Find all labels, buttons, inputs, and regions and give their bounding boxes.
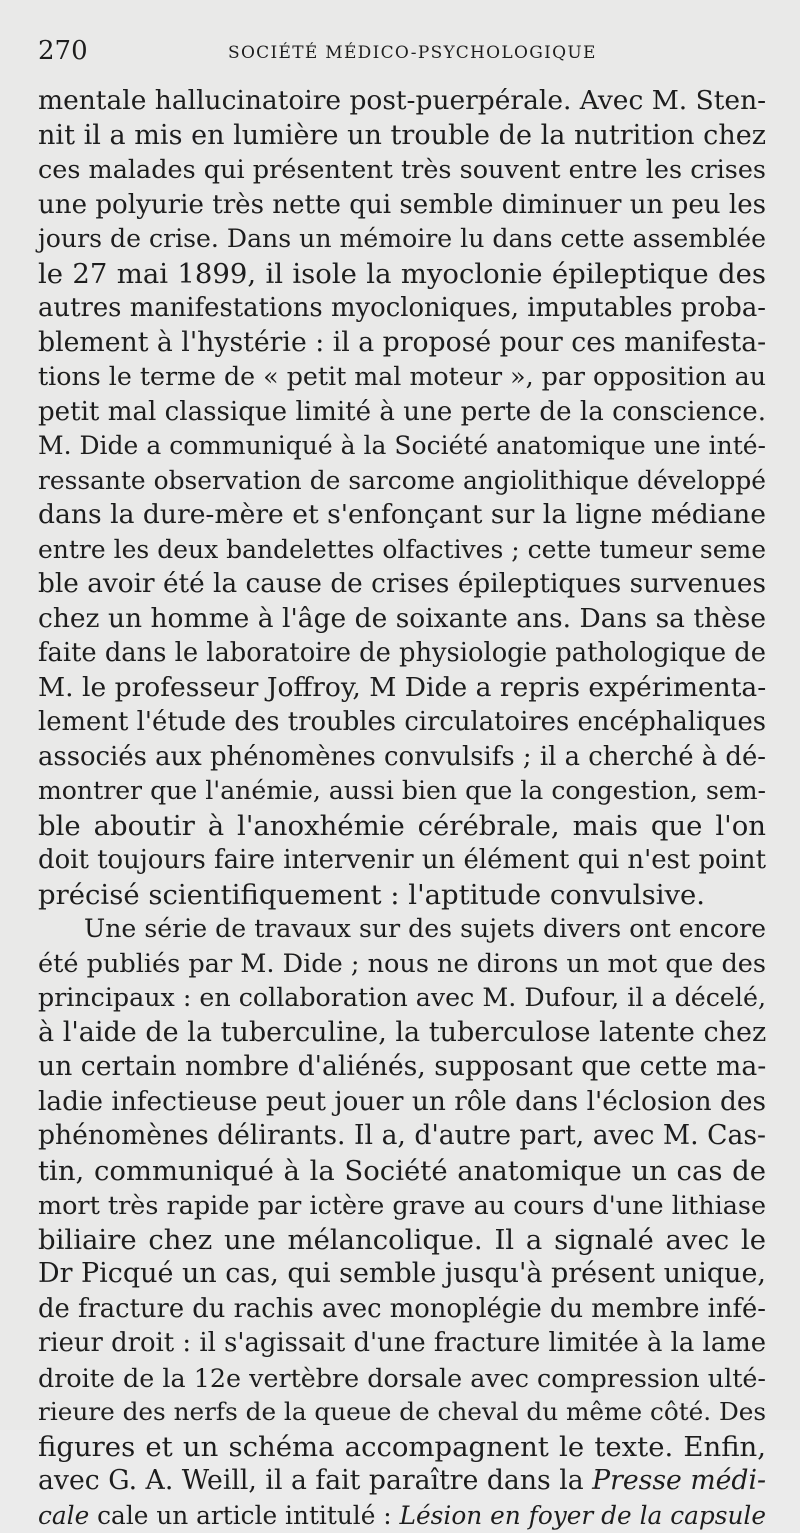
body-text [38, 84, 766, 1533]
text-line: figures et un schéma accompagnent le texte. Enfin, [38, 1430, 766, 1465]
journal-title-italic: cale [38, 1501, 89, 1530]
text-line: autres manifestations myocloniques, imputables proba- [38, 291, 766, 326]
text-line: mort très rapide par ictère grave au cours d'une lithiase [38, 1188, 766, 1223]
text-line: lement l'étude des troubles circulatoires encéphaliques [38, 705, 766, 740]
text-line: petit mal classique limité à une perte de la conscience. [38, 395, 766, 430]
text-line: droite de la 12e vertèbre dorsale avec compression ulté- [38, 1361, 766, 1396]
text-line: M. Dide a communiqué à la Société anatomique une inté- [38, 429, 766, 464]
article-title-italic: Lésion en foyer de la capsule [400, 1501, 767, 1530]
text-line: montrer que l'anémie, aussi bien que la congestion, sem- [38, 774, 766, 809]
text-line: phénomènes délirants. Il a, d'autre part, avec M. Cas- [38, 1119, 766, 1154]
text-line: un certain nombre d'aliénés, supposant que cette ma- [38, 1050, 766, 1085]
text-line: blement à l'hystérie : il a proposé pour ces manifesta- [38, 326, 766, 361]
text-line: tin, communiqué à la Société anatomique un cas de [38, 1154, 766, 1189]
text-line: entre les deux bandelettes olfactives ; cette tumeur seme [38, 533, 766, 568]
text-segment: avec G. A. Weill, il a fait paraître dans la [38, 1465, 584, 1496]
text-line: rieure des nerfs de la queue de cheval du même côté. Des [38, 1395, 766, 1430]
text-line: jours de crise. Dans un mémoire lu dans cette assemblée [38, 222, 766, 257]
text-line: mentale hallucinatoire post-puerpérale. Avec M. Sten- [38, 84, 766, 119]
text-line: biliaire chez une mélancolique. Il a signalé avec le [38, 1223, 766, 1258]
text-line: associés aux phénomènes convulsifs ; il a cherché à dé- [38, 740, 766, 775]
text-line: nit il a mis en lumière un trouble de la nutrition chez [38, 119, 766, 154]
text-line: rieur droit : il s'agissait d'une fracture limitée à la lame [38, 1326, 766, 1361]
text-line: été publiés par M. Dide ; nous ne dirons un mot que des [38, 947, 766, 982]
text-line-with-italic [38, 1499, 766, 1533]
text-line: ladie infectieuse peut jouer un rôle dans l'éclosion des [38, 1085, 766, 1120]
text-line: ressante observation de sarcome angiolithique développé [38, 464, 766, 499]
text-line: chez un homme à l'âge de soixante ans. Dans sa thèse [38, 602, 766, 637]
text-line: ble avoir été la cause de crises épileptiques survenues [38, 567, 766, 602]
text-line: précisé scientifiquement : l'aptitude convulsive. [38, 878, 766, 913]
text-line: principaux : en collaboration avec M. Dufour, il a décelé, [38, 981, 766, 1016]
text-line: dans la dure-mère et s'enfonçant sur la ligne médiane [38, 498, 766, 533]
text-line: ble aboutir à l'anoxhémie cérébrale, mais que l'on [38, 809, 766, 844]
text-line: ces malades qui présentent très souvent entre les crises [38, 153, 766, 188]
text-line: doit toujours faire intervenir un élément qui n'est point [38, 843, 766, 878]
paragraph-start-line: Une série de travaux sur des sujets divers ont encore [38, 912, 766, 947]
text-line: M. le professeur Joffroy, M Dide a repris expérimenta- [38, 671, 766, 706]
text-line: Dr Picqué un cas, qui semble jusqu'à présent unique, [38, 1257, 766, 1292]
text-line: de fracture du rachis avec monoplégie du membre infé- [38, 1292, 766, 1327]
page-number: 270 [38, 34, 88, 68]
text-line: tions le terme de « petit mal moteur », par opposition au [38, 360, 766, 395]
text-line: à l'aide de la tuberculine, la tuberculose latente chez [38, 1016, 766, 1051]
text-line: faite dans le laboratoire de physiologie pathologique de [38, 636, 766, 671]
text-segment: cale un article intitulé : [97, 1501, 391, 1530]
running-head [38, 34, 766, 68]
journal-title-italic: Presse médi- [592, 1465, 766, 1496]
text-line-with-italic [38, 1464, 766, 1499]
text-line: une polyurie très nette qui semble diminuer un peu les [38, 188, 766, 223]
text-line: le 27 mai 1899, il isole la myoclonie épileptique des [38, 257, 766, 292]
running-title: SOCIÉTÉ MÉDICO-PSYCHOLOGIQUE [228, 38, 597, 68]
